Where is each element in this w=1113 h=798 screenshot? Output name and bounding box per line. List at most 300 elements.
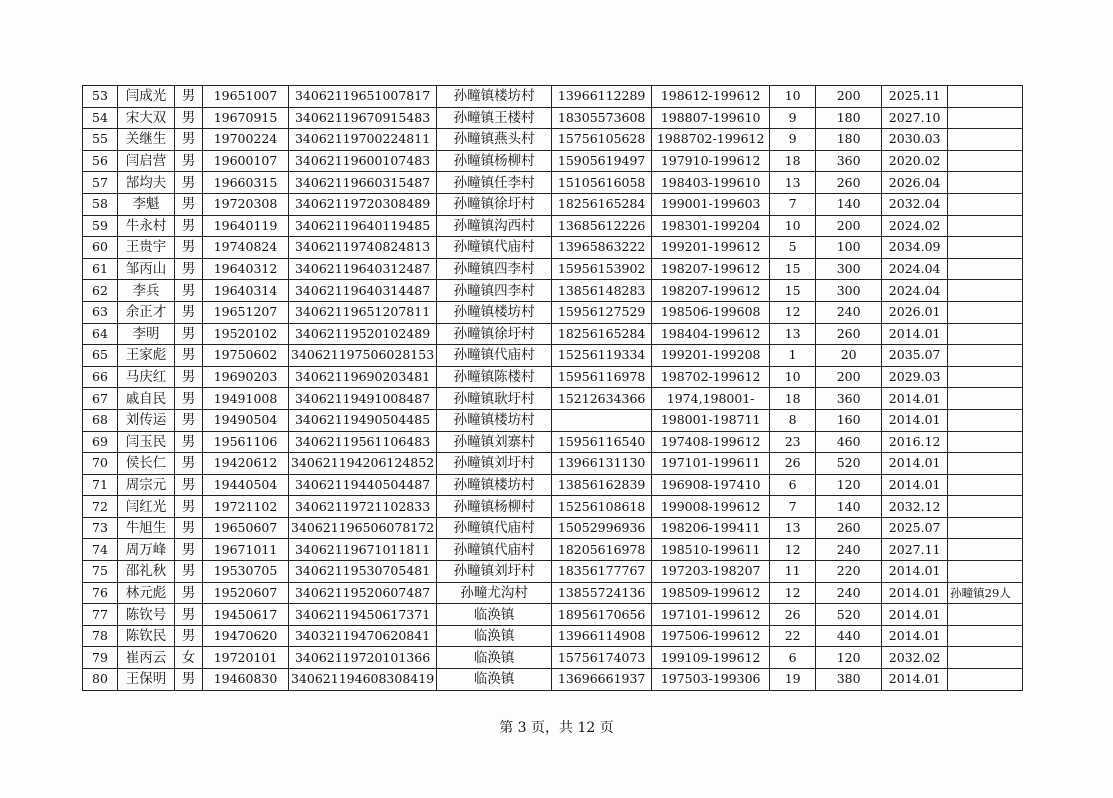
table-row	[83, 323, 1023, 345]
birth-date-cell: 19670915	[203, 107, 289, 129]
birth-date-cell: 19490504	[203, 409, 289, 431]
birth-date-cell: 19650607	[203, 517, 289, 539]
note-cell	[948, 86, 1023, 108]
service-period-cell: 197506-199612	[652, 625, 770, 647]
years-cell: 11	[770, 561, 816, 583]
end-date-cell: 2014.01	[882, 388, 948, 410]
note-cell	[948, 345, 1023, 367]
row-number-cell: 73	[83, 517, 118, 539]
phone-cell: 15956127529	[552, 301, 652, 323]
row-number-cell: 71	[83, 474, 118, 496]
name-cell: 牛旭生	[118, 517, 175, 539]
table-row	[83, 193, 1023, 215]
end-date-cell: 2024.04	[882, 280, 948, 302]
table-row	[83, 150, 1023, 172]
row-number-cell: 53	[83, 86, 118, 108]
table-row	[83, 366, 1023, 388]
birth-date-cell: 19491008	[203, 388, 289, 410]
table-row	[83, 517, 1023, 539]
service-period-cell: 198206-199411	[652, 517, 770, 539]
gender-cell: 男	[175, 323, 203, 345]
row-number-cell: 57	[83, 172, 118, 194]
end-date-cell: 2032.04	[882, 193, 948, 215]
birth-date-cell: 19561106	[203, 431, 289, 453]
years-cell: 9	[770, 129, 816, 151]
years-cell: 18	[770, 150, 816, 172]
end-date-cell: 2014.01	[882, 582, 948, 604]
service-period-cell: 198404-199612	[652, 323, 770, 345]
service-period-cell: 197101-199612	[652, 604, 770, 626]
row-number-cell: 63	[83, 301, 118, 323]
name-cell: 王贵宇	[118, 237, 175, 259]
birth-date-cell: 19720308	[203, 193, 289, 215]
phone-cell: 13856148283	[552, 280, 652, 302]
amount-cell: 240	[816, 301, 882, 323]
years-cell: 18	[770, 388, 816, 410]
address-cell: 孙疃镇杨柳村	[437, 150, 552, 172]
row-number-cell: 68	[83, 409, 118, 431]
table-row	[83, 539, 1023, 561]
birth-date-cell: 19700224	[203, 129, 289, 151]
service-period-cell: 199201-199612	[652, 237, 770, 259]
id-number-cell: 34062119690203481	[289, 366, 437, 388]
id-number-cell: 34062119640119485	[289, 215, 437, 237]
gender-cell: 男	[175, 193, 203, 215]
amount-cell: 240	[816, 539, 882, 561]
row-number-cell: 58	[83, 193, 118, 215]
service-period-cell: 1974,198001-	[652, 388, 770, 410]
note-cell	[948, 237, 1023, 259]
service-period-cell: 199201-199208	[652, 345, 770, 367]
birth-date-cell: 19640314	[203, 280, 289, 302]
name-cell: 闫红光	[118, 496, 175, 518]
birth-date-cell: 19651007	[203, 86, 289, 108]
note-cell	[948, 107, 1023, 129]
phone-cell: 15956116540	[552, 431, 652, 453]
gender-cell: 男	[175, 258, 203, 280]
note-cell	[948, 539, 1023, 561]
id-number-cell: 340621197506028153	[289, 345, 437, 367]
row-number-cell: 66	[83, 366, 118, 388]
years-cell: 9	[770, 107, 816, 129]
end-date-cell: 2027.11	[882, 539, 948, 561]
phone-cell: 15956153902	[552, 258, 652, 280]
row-number-cell: 60	[83, 237, 118, 259]
id-number-cell: 340621194206124852	[289, 453, 437, 475]
birth-date-cell: 19671011	[203, 539, 289, 561]
address-cell: 孙疃镇刘寨村	[437, 431, 552, 453]
row-number-cell: 54	[83, 107, 118, 129]
years-cell: 10	[770, 86, 816, 108]
table-row	[83, 453, 1023, 475]
amount-cell: 260	[816, 323, 882, 345]
row-number-cell: 64	[83, 323, 118, 345]
service-period-cell: 198207-199612	[652, 258, 770, 280]
id-number-cell: 34062119520607487	[289, 582, 437, 604]
address-cell: 临涣镇	[437, 604, 552, 626]
name-cell: 闫成光	[118, 86, 175, 108]
row-number-cell: 78	[83, 625, 118, 647]
phone-cell: 15756105628	[552, 129, 652, 151]
table-row	[83, 409, 1023, 431]
end-date-cell: 2014.01	[882, 323, 948, 345]
years-cell: 19	[770, 669, 816, 691]
name-cell: 陈钦民	[118, 625, 175, 647]
table-row	[83, 215, 1023, 237]
amount-cell: 140	[816, 496, 882, 518]
birth-date-cell: 19721102	[203, 496, 289, 518]
note-cell	[948, 388, 1023, 410]
row-number-cell: 56	[83, 150, 118, 172]
service-period-cell: 198509-199612	[652, 582, 770, 604]
note-cell	[948, 669, 1023, 691]
end-date-cell: 2014.01	[882, 561, 948, 583]
address-cell: 孙疃镇陈楼村	[437, 366, 552, 388]
name-cell: 侯长仁	[118, 453, 175, 475]
gender-cell: 男	[175, 388, 203, 410]
service-period-cell: 198506-199608	[652, 301, 770, 323]
amount-cell: 460	[816, 431, 882, 453]
address-cell: 孙疃镇杨柳村	[437, 496, 552, 518]
service-period-cell: 198702-199612	[652, 366, 770, 388]
years-cell: 6	[770, 647, 816, 669]
gender-cell: 男	[175, 215, 203, 237]
row-number-cell: 77	[83, 604, 118, 626]
name-cell: 郜均夫	[118, 172, 175, 194]
amount-cell: 380	[816, 669, 882, 691]
amount-cell: 120	[816, 474, 882, 496]
birth-date-cell: 19450617	[203, 604, 289, 626]
end-date-cell: 2024.02	[882, 215, 948, 237]
service-period-cell: 198510-199611	[652, 539, 770, 561]
service-period-cell: 197101-199611	[652, 453, 770, 475]
years-cell: 12	[770, 301, 816, 323]
table-row	[83, 561, 1023, 583]
birth-date-cell: 19660315	[203, 172, 289, 194]
amount-cell: 360	[816, 388, 882, 410]
phone-cell: 15256108618	[552, 496, 652, 518]
table-body	[83, 86, 1023, 691]
service-period-cell: 198807-199610	[652, 107, 770, 129]
end-date-cell: 2026.01	[882, 301, 948, 323]
gender-cell: 男	[175, 561, 203, 583]
row-number-cell: 74	[83, 539, 118, 561]
amount-cell: 240	[816, 582, 882, 604]
name-cell: 林元彪	[118, 582, 175, 604]
note-cell	[948, 215, 1023, 237]
note-cell	[948, 129, 1023, 151]
address-cell: 孙疃镇刘圩村	[437, 561, 552, 583]
note-cell	[948, 625, 1023, 647]
table-row	[83, 258, 1023, 280]
birth-date-cell: 19750602	[203, 345, 289, 367]
name-cell: 关继生	[118, 129, 175, 151]
amount-cell: 220	[816, 561, 882, 583]
name-cell: 周万峰	[118, 539, 175, 561]
address-cell: 孙疃镇沟西村	[437, 215, 552, 237]
end-date-cell: 2034.09	[882, 237, 948, 259]
gender-cell: 男	[175, 107, 203, 129]
address-cell: 孙疃镇四李村	[437, 258, 552, 280]
table-row	[83, 474, 1023, 496]
end-date-cell: 2014.01	[882, 625, 948, 647]
amount-cell: 300	[816, 280, 882, 302]
note-cell	[948, 301, 1023, 323]
id-number-cell: 34062119600107483	[289, 150, 437, 172]
years-cell: 13	[770, 323, 816, 345]
address-cell: 孙疃镇楼坊村	[437, 86, 552, 108]
name-cell: 戚自民	[118, 388, 175, 410]
years-cell: 6	[770, 474, 816, 496]
end-date-cell: 2026.04	[882, 172, 948, 194]
years-cell: 22	[770, 625, 816, 647]
id-number-cell: 340621194608308419	[289, 669, 437, 691]
end-date-cell: 2014.01	[882, 474, 948, 496]
name-cell: 李兵	[118, 280, 175, 302]
end-date-cell: 2032.12	[882, 496, 948, 518]
phone-cell: 13696661937	[552, 669, 652, 691]
years-cell: 5	[770, 237, 816, 259]
amount-cell: 300	[816, 258, 882, 280]
name-cell: 牛永村	[118, 215, 175, 237]
phone-cell: 18305573608	[552, 107, 652, 129]
note-cell	[948, 280, 1023, 302]
years-cell: 26	[770, 604, 816, 626]
end-date-cell: 2025.11	[882, 86, 948, 108]
gender-cell: 男	[175, 366, 203, 388]
birth-date-cell: 19460830	[203, 669, 289, 691]
years-cell: 26	[770, 453, 816, 475]
years-cell: 7	[770, 496, 816, 518]
end-date-cell: 2024.04	[882, 258, 948, 280]
phone-cell: 18205616978	[552, 539, 652, 561]
phone-cell: 15905619497	[552, 150, 652, 172]
row-number-cell: 69	[83, 431, 118, 453]
row-number-cell: 79	[83, 647, 118, 669]
service-period-cell: 1988702-199612	[652, 129, 770, 151]
service-period-cell: 199008-199612	[652, 496, 770, 518]
name-cell: 马庆红	[118, 366, 175, 388]
amount-cell: 260	[816, 517, 882, 539]
phone-cell: 13685612226	[552, 215, 652, 237]
birth-date-cell: 19600107	[203, 150, 289, 172]
note-cell	[948, 496, 1023, 518]
phone-cell: 18256165284	[552, 323, 652, 345]
name-cell: 闫玉民	[118, 431, 175, 453]
name-cell: 邹丙山	[118, 258, 175, 280]
address-cell: 孙疃镇四李村	[437, 280, 552, 302]
id-number-cell: 34062119660315487	[289, 172, 437, 194]
amount-cell: 260	[816, 172, 882, 194]
years-cell: 12	[770, 539, 816, 561]
note-cell	[948, 561, 1023, 583]
amount-cell: 520	[816, 604, 882, 626]
table-row	[83, 172, 1023, 194]
birth-date-cell: 19530705	[203, 561, 289, 583]
id-number-cell: 34062119490504485	[289, 409, 437, 431]
id-number-cell: 34032119470620841	[289, 625, 437, 647]
id-number-cell: 34062119440504487	[289, 474, 437, 496]
id-number-cell: 34062119640312487	[289, 258, 437, 280]
row-number-cell: 67	[83, 388, 118, 410]
phone-cell: 15105616058	[552, 172, 652, 194]
row-number-cell: 62	[83, 280, 118, 302]
name-cell: 周宗元	[118, 474, 175, 496]
end-date-cell: 2030.03	[882, 129, 948, 151]
table-row	[83, 345, 1023, 367]
phone-cell: 15212634366	[552, 388, 652, 410]
table-row	[83, 604, 1023, 626]
address-cell: 临涣镇	[437, 625, 552, 647]
id-number-cell: 34062119721102833	[289, 496, 437, 518]
address-cell: 孙疃镇王楼村	[437, 107, 552, 129]
years-cell: 23	[770, 431, 816, 453]
address-cell: 孙疃镇代庙村	[437, 517, 552, 539]
end-date-cell: 2016.12	[882, 431, 948, 453]
birth-date-cell: 19520102	[203, 323, 289, 345]
birth-date-cell: 19640312	[203, 258, 289, 280]
table-row	[83, 280, 1023, 302]
id-number-cell: 34062119491008487	[289, 388, 437, 410]
row-number-cell: 61	[83, 258, 118, 280]
gender-cell: 男	[175, 431, 203, 453]
gender-cell: 男	[175, 129, 203, 151]
note-cell	[948, 431, 1023, 453]
phone-cell: 13966131130	[552, 453, 652, 475]
table-row	[83, 86, 1023, 108]
id-number-cell: 34062119671011811	[289, 539, 437, 561]
gender-cell: 男	[175, 582, 203, 604]
end-date-cell: 2032.02	[882, 647, 948, 669]
phone-cell	[552, 409, 652, 431]
name-cell: 邵礼秋	[118, 561, 175, 583]
address-cell: 临涣镇	[437, 669, 552, 691]
amount-cell: 160	[816, 409, 882, 431]
phone-cell: 15956116978	[552, 366, 652, 388]
id-number-cell: 340621196506078172	[289, 517, 437, 539]
gender-cell: 男	[175, 280, 203, 302]
service-period-cell: 197408-199612	[652, 431, 770, 453]
name-cell: 李魁	[118, 193, 175, 215]
birth-date-cell: 19651207	[203, 301, 289, 323]
table-row	[83, 647, 1023, 669]
years-cell: 13	[770, 172, 816, 194]
id-number-cell: 34062119720308489	[289, 193, 437, 215]
id-number-cell: 34062119561106483	[289, 431, 437, 453]
row-number-cell: 75	[83, 561, 118, 583]
gender-cell: 女	[175, 647, 203, 669]
phone-cell: 13965863222	[552, 237, 652, 259]
id-number-cell: 34062119651007817	[289, 86, 437, 108]
address-cell: 孙疃镇徐圩村	[437, 323, 552, 345]
name-cell: 王家彪	[118, 345, 175, 367]
amount-cell: 200	[816, 366, 882, 388]
note-cell	[948, 647, 1023, 669]
amount-cell: 120	[816, 647, 882, 669]
name-cell: 王保明	[118, 669, 175, 691]
page-footer: 第 3 页，共 12 页	[499, 720, 614, 736]
note-cell	[948, 323, 1023, 345]
years-cell: 10	[770, 366, 816, 388]
service-period-cell: 198301-199204	[652, 215, 770, 237]
name-cell: 闫启营	[118, 150, 175, 172]
end-date-cell: 2020.02	[882, 150, 948, 172]
name-cell: 崔丙云	[118, 647, 175, 669]
end-date-cell: 2029.03	[882, 366, 948, 388]
amount-cell: 520	[816, 453, 882, 475]
end-date-cell: 2014.01	[882, 409, 948, 431]
table-row	[83, 388, 1023, 410]
gender-cell: 男	[175, 669, 203, 691]
phone-cell: 13855724136	[552, 582, 652, 604]
birth-date-cell: 19470620	[203, 625, 289, 647]
years-cell: 12	[770, 582, 816, 604]
table-row	[83, 496, 1023, 518]
birth-date-cell: 19640119	[203, 215, 289, 237]
address-cell: 临涣镇	[437, 647, 552, 669]
personnel-table	[82, 85, 1023, 691]
birth-date-cell: 19420612	[203, 453, 289, 475]
id-number-cell: 34062119530705481	[289, 561, 437, 583]
name-cell: 刘传运	[118, 409, 175, 431]
address-cell: 孙疃镇楼坊村	[437, 301, 552, 323]
note-cell	[948, 604, 1023, 626]
service-period-cell: 199109-199612	[652, 647, 770, 669]
name-cell: 陈钦号	[118, 604, 175, 626]
address-cell: 孙疃镇耿圩村	[437, 388, 552, 410]
years-cell: 15	[770, 280, 816, 302]
amount-cell: 180	[816, 107, 882, 129]
table-row	[83, 669, 1023, 691]
service-period-cell: 198612-199612	[652, 86, 770, 108]
amount-cell: 180	[816, 129, 882, 151]
table-row	[83, 625, 1023, 647]
gender-cell: 男	[175, 453, 203, 475]
phone-cell: 15256119334	[552, 345, 652, 367]
row-number-cell: 72	[83, 496, 118, 518]
address-cell: 孙疃镇代庙村	[437, 345, 552, 367]
id-number-cell: 34062119700224811	[289, 129, 437, 151]
table-row	[83, 431, 1023, 453]
row-number-cell: 80	[83, 669, 118, 691]
amount-cell: 200	[816, 86, 882, 108]
service-period-cell: 197503-199306	[652, 669, 770, 691]
gender-cell: 男	[175, 150, 203, 172]
note-cell	[948, 193, 1023, 215]
address-cell: 孙疃镇代庙村	[437, 237, 552, 259]
gender-cell: 男	[175, 301, 203, 323]
years-cell: 1	[770, 345, 816, 367]
id-number-cell: 34062119740824813	[289, 237, 437, 259]
table-row	[83, 107, 1023, 129]
service-period-cell: 198207-199612	[652, 280, 770, 302]
service-period-cell: 197910-199612	[652, 150, 770, 172]
end-date-cell: 2014.01	[882, 604, 948, 626]
birth-date-cell: 19740824	[203, 237, 289, 259]
note-cell	[948, 150, 1023, 172]
row-number-cell: 65	[83, 345, 118, 367]
phone-cell: 18956170656	[552, 604, 652, 626]
birth-date-cell: 19720101	[203, 647, 289, 669]
service-period-cell: 196908-197410	[652, 474, 770, 496]
note-cell	[948, 453, 1023, 475]
gender-cell: 男	[175, 496, 203, 518]
service-period-cell: 199001-199603	[652, 193, 770, 215]
id-number-cell: 34062119520102489	[289, 323, 437, 345]
phone-cell: 13966112289	[552, 86, 652, 108]
gender-cell: 男	[175, 539, 203, 561]
address-cell: 孙疃镇代庙村	[437, 539, 552, 561]
